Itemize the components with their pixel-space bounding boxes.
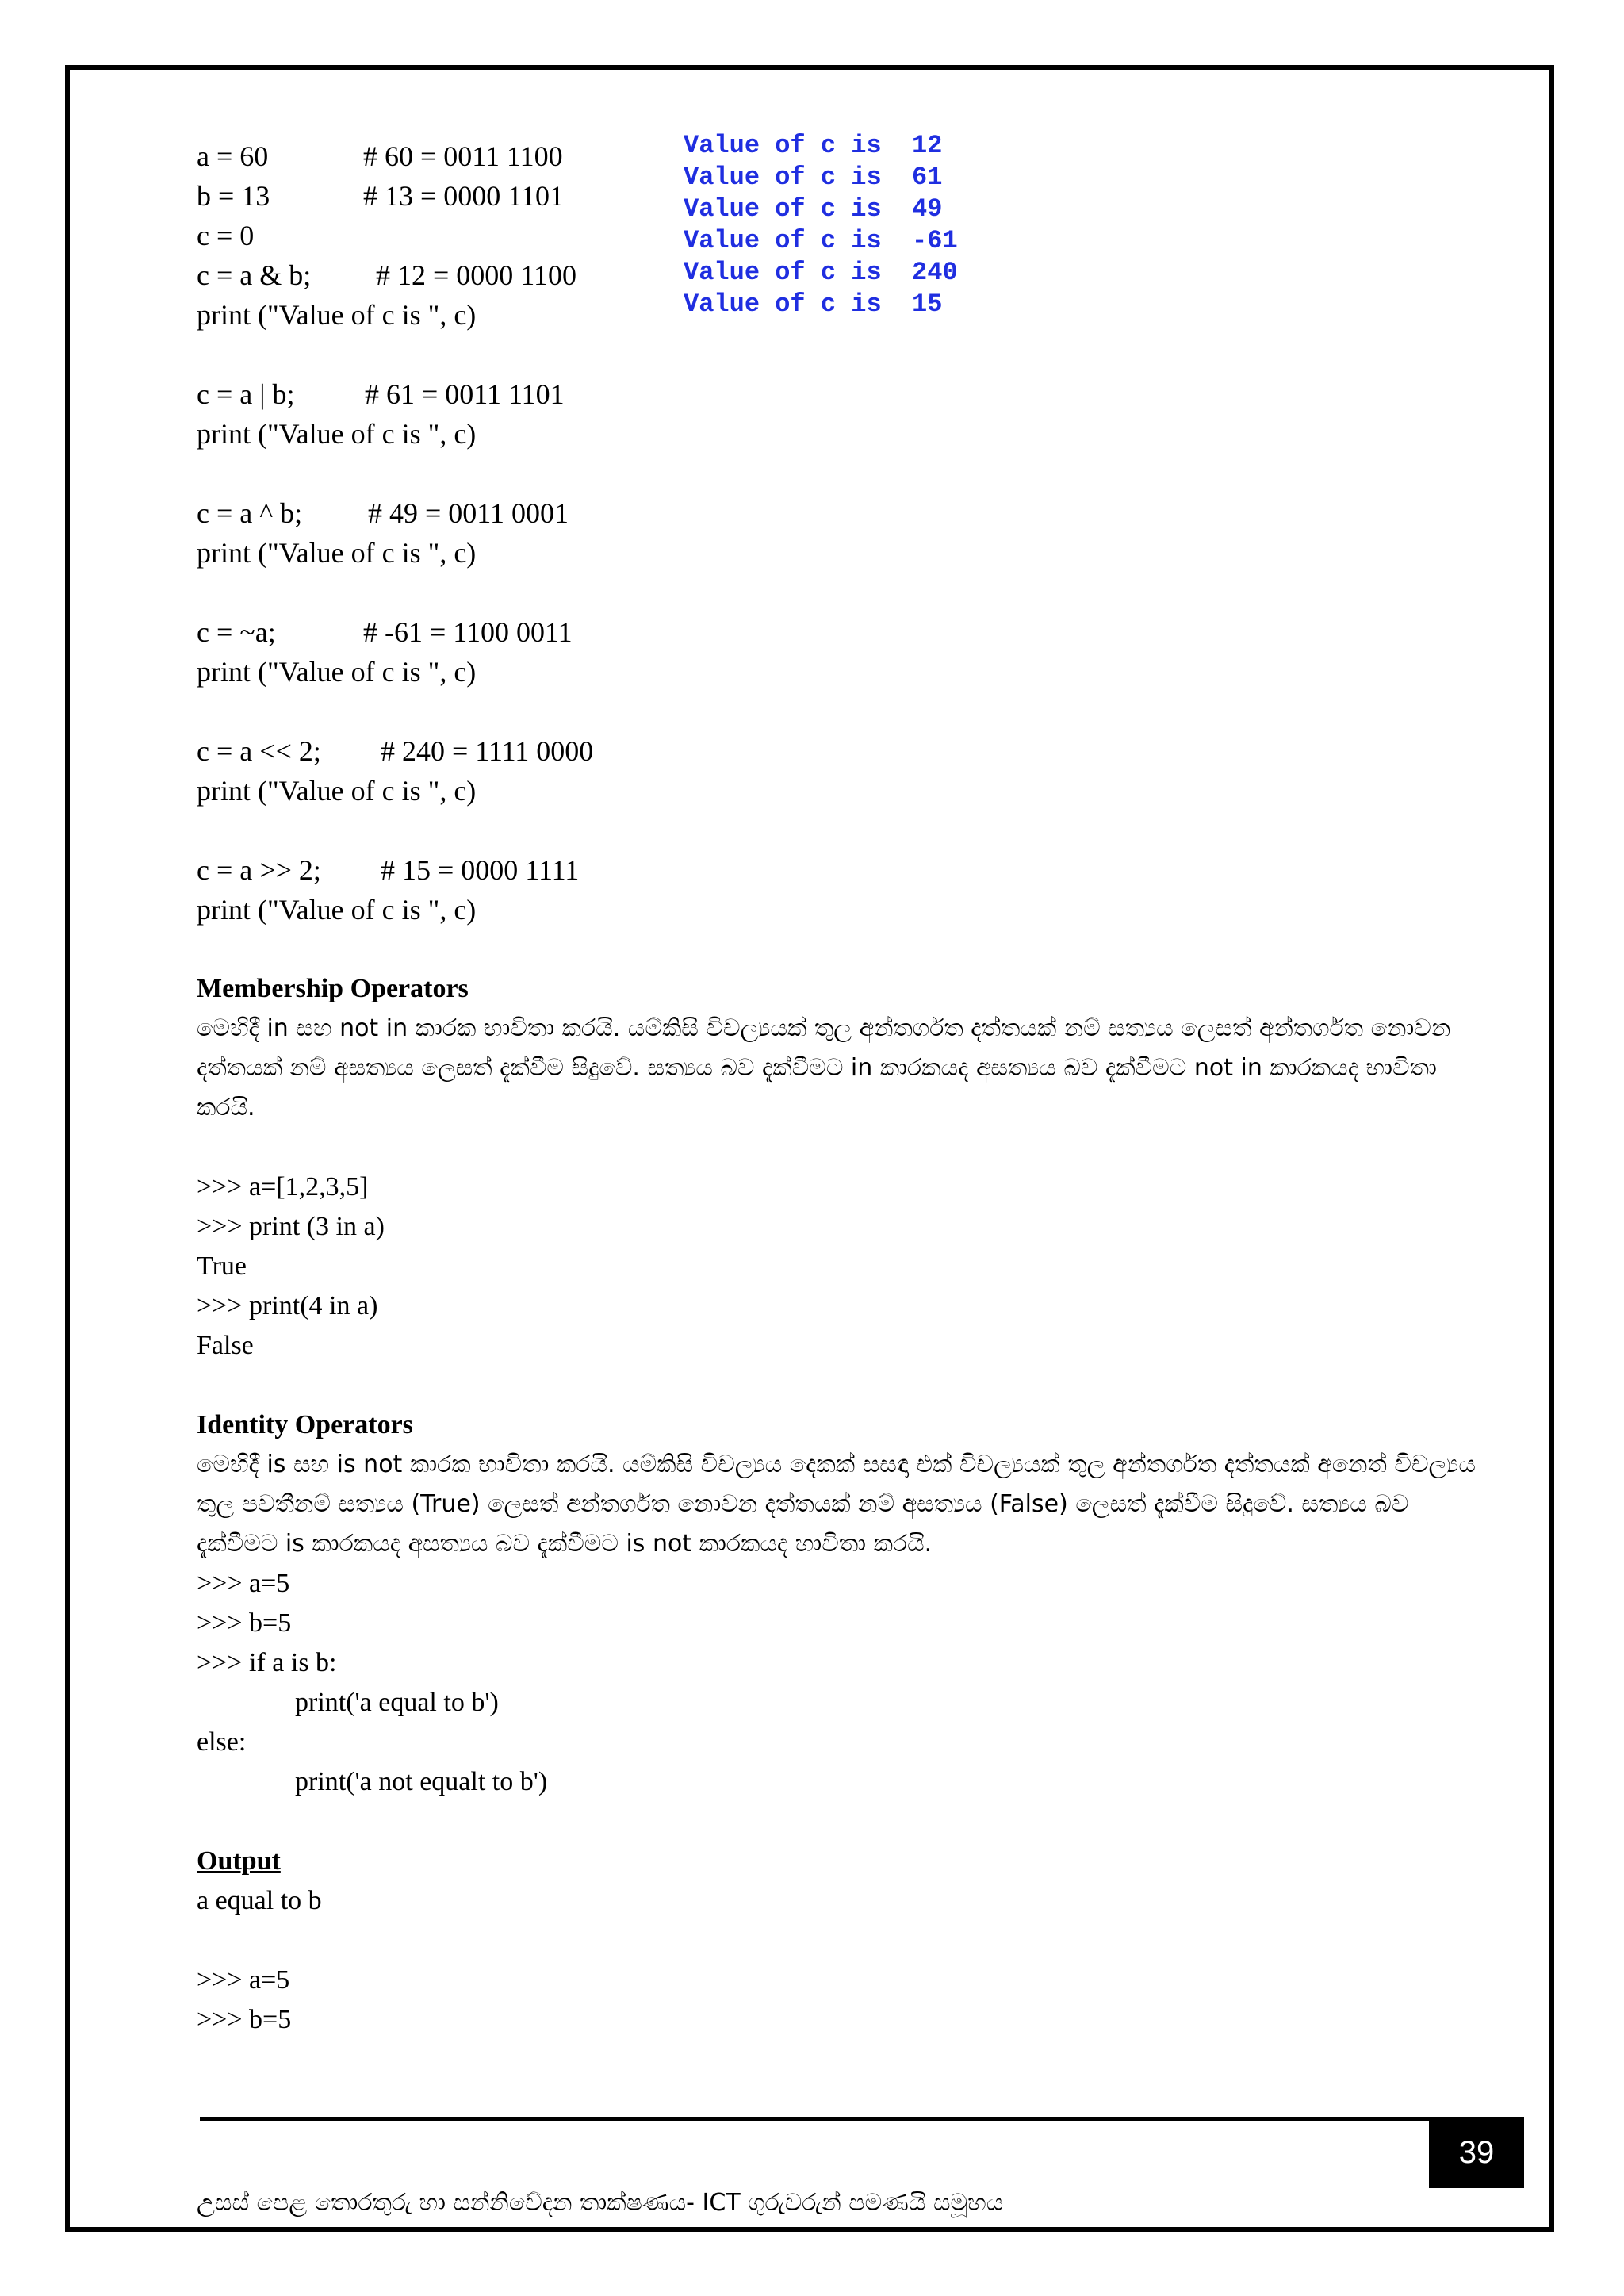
identity-line: >>> if a is b: <box>197 1648 337 1677</box>
code-comment: # 13 = 0000 1101 <box>363 180 564 212</box>
membership-line: True <box>197 1251 247 1281</box>
code-statement: b = 13 <box>197 180 270 212</box>
identity-if-body: print('a equal to b') <box>295 1688 499 1717</box>
code-line <box>197 216 593 255</box>
identity-else-body: print('a not equalt to b') <box>295 1767 548 1796</box>
output-line: Value of c is 12 <box>684 131 943 160</box>
page-number: 39 <box>1429 2117 1524 2188</box>
code-line <box>197 811 593 850</box>
code-comment: # 15 = 0000 1111 <box>381 854 580 886</box>
output-line: Value of c is 61 <box>684 163 943 192</box>
code-line <box>197 573 593 612</box>
code-line <box>197 295 593 335</box>
code-comment: # 61 = 0011 1101 <box>365 378 565 410</box>
code-statement: print ("Value of c is ", c) <box>197 775 477 807</box>
code-statement: c = a << 2; <box>197 735 321 767</box>
code-line <box>197 890 593 930</box>
code-line <box>197 176 593 216</box>
membership-line: >>> a=[1,2,3,5] <box>197 1172 369 1202</box>
tail-line: >>> b=5 <box>197 2005 292 2034</box>
bitwise-output-block <box>684 130 958 320</box>
output-line: Value of c is 240 <box>684 258 958 287</box>
code-statement: c = a | b; <box>197 378 295 410</box>
code-statement: print ("Value of c is ", c) <box>197 894 477 926</box>
code-statement: c = a ^ b; <box>197 497 303 529</box>
membership-paragraph: මෙහිදී in සහ not in කාරක භාවිතා කරයි. යම්කිසි විචල්‍යයක් තුල අන්තර්ගත දත්තයක් නම් සත්‍යය ලෙසත් අන්තර්ගත නොවන දත්තයක් නම් අසත්‍යය ලෙසත් දැක්වීම සිදුවේ. සත්‍යය බව දැක්වීමට in කාරකයද අසත්‍යය බව දැක්වීමට not in කාරකයද භාවිතා කරයි. <box>197 1014 1451 1121</box>
code-line <box>197 454 593 493</box>
code-comment: # -61 = 1100 0011 <box>363 616 573 648</box>
code-line <box>197 692 593 731</box>
output-text: a equal to b <box>197 1886 322 1915</box>
code-line <box>197 533 593 573</box>
code-statement: c = 0 <box>197 220 255 251</box>
output-heading: Output <box>197 1846 281 1876</box>
code-line <box>197 136 593 176</box>
code-statement: print ("Value of c is ", c) <box>197 656 477 688</box>
identity-paragraph: මෙහිදී is සහ is not කාරක භාවිතා කරයි. යම්කිසි විචල්‍යය දෙකක් සසඳා එක් විචල්‍යයක් තුල අන්තර්ගත දත්තයක් අනෙත් විචල්‍යය තුල පවතීනම් සත්‍යය (True) ලෙසත් අන්තර්ගත නොවන දත්තයක් නම් අසත්‍යය (False) ලෙසත් දැක්වීම සිදුවේ. සත්‍යය බව දැක්වීමට is කාරකයද අසත්‍යය බව දැක්වීමට is not කාරකයද භාවිතා කරයි. <box>197 1451 1476 1558</box>
code-statement: a = 60 <box>197 140 269 172</box>
output-line: Value of c is 49 <box>684 194 943 224</box>
identity-line: >>> b=5 <box>197 1608 292 1638</box>
membership-line: >>> print(4 in a) <box>197 1291 378 1320</box>
membership-line: False <box>197 1331 254 1360</box>
code-statement: c = a & b; <box>197 259 312 291</box>
output-line: Value of c is 15 <box>684 289 943 319</box>
code-comment: # 49 = 0011 0001 <box>368 497 569 529</box>
identity-section <box>197 1405 1489 2040</box>
code-line <box>197 493 593 533</box>
membership-heading: Membership Operators <box>197 974 469 1003</box>
code-comment: # 12 = 0000 1100 <box>376 259 576 291</box>
membership-line: >>> print (3 in a) <box>197 1212 385 1241</box>
code-line <box>197 850 593 890</box>
membership-section <box>197 969 1489 1366</box>
code-comment: # 240 = 1111 0000 <box>381 735 594 767</box>
code-line <box>197 652 593 692</box>
footer-text: උසස් පෙළ තොරතුරු හා සන්නිවේදන තාක්ෂණය- ICT ගුරුවරුන් පමණයි සමූහය <box>197 2189 1004 2217</box>
code-statement: c = ~a; <box>197 616 276 648</box>
code-statement: print ("Value of c is ", c) <box>197 299 477 331</box>
code-statement: print ("Value of c is ", c) <box>197 537 477 569</box>
code-line <box>197 731 593 771</box>
identity-line: >>> a=5 <box>197 1569 290 1598</box>
code-comment: # 60 = 0011 1100 <box>363 140 563 172</box>
code-line <box>197 335 593 374</box>
output-line: Value of c is -61 <box>684 226 958 255</box>
code-line <box>197 374 593 414</box>
code-line <box>197 255 593 295</box>
code-line <box>197 414 593 454</box>
code-statement: print ("Value of c is ", c) <box>197 418 477 450</box>
code-line <box>197 771 593 811</box>
code-statement: c = a >> 2; <box>197 854 321 886</box>
tail-line: >>> a=5 <box>197 1965 290 1995</box>
identity-heading: Identity Operators <box>197 1410 413 1439</box>
footer-rule <box>200 2117 1429 2121</box>
code-line <box>197 612 593 652</box>
bitwise-code-block <box>197 136 593 930</box>
identity-else: else: <box>197 1727 247 1757</box>
